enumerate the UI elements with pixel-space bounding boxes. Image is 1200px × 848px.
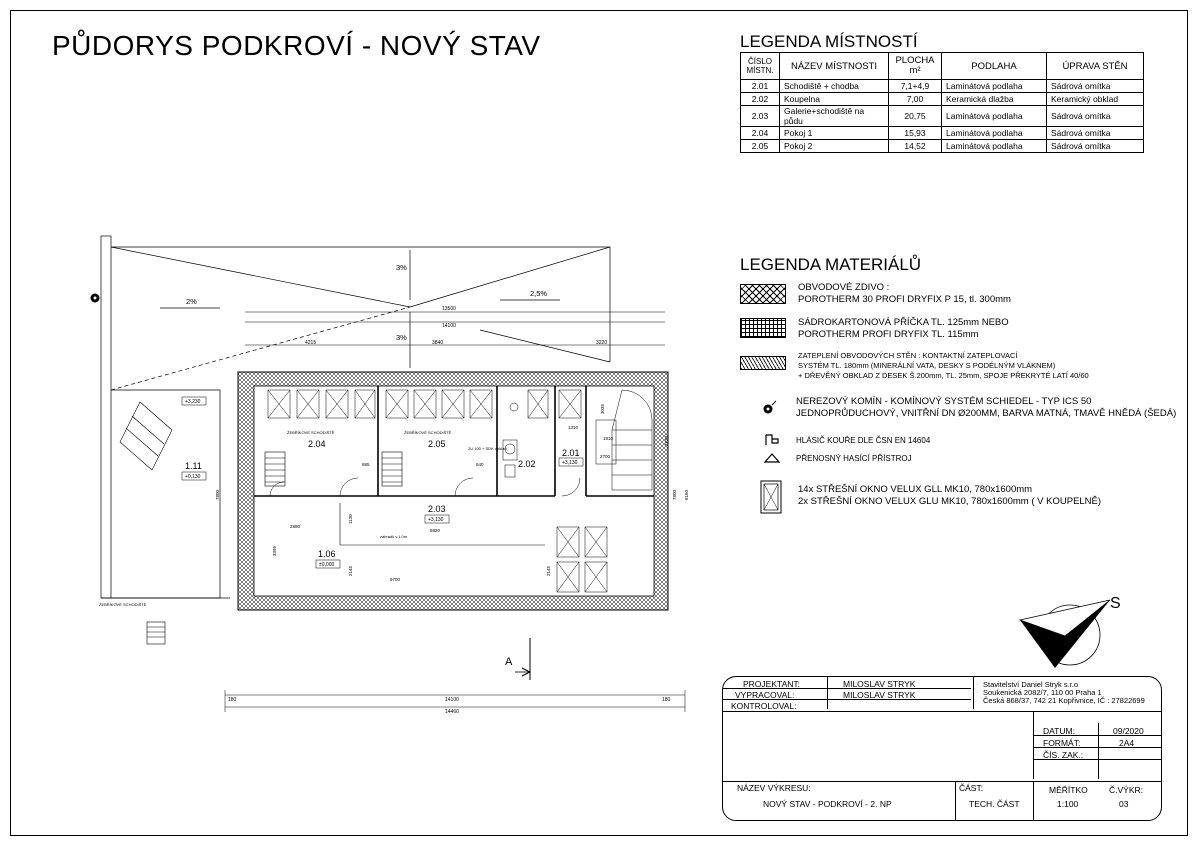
rooms-legend-heading: LEGENDA MÍSTNOSTÍ [740,32,918,51]
cell: 2.03 [741,106,780,127]
compass-label: S [1110,595,1121,612]
roof-window-icon [760,480,782,514]
cell: 2.02 [741,93,780,106]
dim-label: 7800 [672,489,677,500]
dim-label: 885 [362,462,370,467]
cell: Laminátová podlaha [942,80,1047,93]
dim-label: 2880 [290,524,301,529]
chimney-icon [91,294,100,303]
meritko-label: MĚŘÍTKO [1049,785,1088,795]
cell: Koupelna [780,93,889,106]
dim-label: 3395 [272,545,277,556]
smoke-detector-icon [764,433,780,447]
legend-text: POROTHERM 30 PROFI DRYFIX P 15, tl. 300mm [798,294,1011,305]
vypracoval-label: VYPRACOVAL: [735,690,795,700]
slope-label: 3% [396,263,407,272]
materials-legend-heading: LEGENDA MATERIÁLŮ [740,255,922,274]
dim-label: 2145 [348,565,353,576]
cell: Laminátová podlaha [942,127,1047,140]
level-value: +3,230 [185,399,201,405]
rooms-legend-table [740,52,1144,153]
projektant-label: PROJEKTANT: [743,679,800,689]
format-label: FORMÁT: [1043,738,1081,748]
legend-text: 14x STŘEŠNÍ OKNO VELUX GLL MK10, 780x1600mm [798,484,1033,495]
title-block [722,676,1162,821]
dim-label: 8160 [684,489,689,500]
legend-item-partition [798,317,1009,341]
table-row [741,106,1144,127]
dim-label: 180 [662,697,671,703]
col-header: PLOCHA m² [889,53,942,80]
section-label: A [505,656,513,668]
dim-label: 2730 [664,435,669,446]
room-number: 1.11 [185,461,202,471]
dim-label: 1910 [603,436,614,441]
dim-label: 2145 [546,565,551,576]
ladder-label: ŽEBŘÍKOVÉ SCHODIŠTĚ [99,602,147,607]
cell: Pokoj 2 [780,140,889,153]
wall-note: 2U 100 + SDK obklad [468,446,507,451]
nazev-value: NOVÝ STAV - PODKROVÍ - 2. NP [763,799,892,809]
table-row [741,80,1144,93]
cell: Sádrová omítka [1047,80,1144,93]
company-line: Soukenická 2082/7, 110 00 Praha 1 [983,688,1102,697]
kontroloval-label: KONTROLOVAL: [731,701,797,711]
cast-label: ČÁST: [959,783,984,793]
railing-label: zábradlí v.1,0m [380,534,408,539]
insulation-icon [740,356,786,370]
dim-label: 4215 [305,340,317,346]
legend-item-chimney [796,396,1176,420]
vypracoval-value: MILOSLAV STRYK [843,690,916,700]
partition-grid-icon [740,318,786,338]
dim-label: 14460 [445,709,459,715]
meritko-value: 1:100 [1057,799,1079,809]
slope-label: 3% [396,333,407,342]
slope-labels [186,263,547,342]
cell: Sádrová omítka [1047,106,1144,127]
cell: 2.05 [741,140,780,153]
dim-label: 1310 [568,425,579,430]
table-row [741,127,1144,140]
company-info [983,681,1145,705]
cell: Sádrová omítka [1047,127,1144,140]
fire-extinguisher-icon [764,452,780,464]
compass [1015,590,1145,680]
slope-arrows [160,250,560,368]
legend-item-insulation [798,351,1089,381]
company-line: Stavitelství Daniel Stryk s.r.o [983,680,1079,689]
legend-text: SÁDROKARTONOVÁ PŘÍČKA TL. 125mm NEBO [798,317,1009,328]
cell: 15,93 [889,127,942,140]
legend-text: + DŘEVĚNÝ OBKLAD Z DESEK Š.200mm, TL. 25mm, SPOJE PŘEKRYTÉ LATÍ 40/60 [798,371,1089,380]
drawing-title: PŮDORYS PODKROVÍ - NOVÝ STAV [52,30,541,61]
cell: 14,52 [889,140,942,153]
cell: 2.01 [741,80,780,93]
slope-label: 2,5% [530,289,548,298]
rooms-legend-header-row [741,53,1144,80]
table-row [741,140,1144,153]
cvykr-value: 03 [1119,799,1129,809]
col-header: ÚPRAVA STĚN [1047,53,1144,80]
dim-label: 14100 [445,697,459,703]
projektant-value: MILOSLAV STRYK [843,679,916,689]
room-number: 2.01 [562,448,580,458]
slope-label: 2% [186,297,197,306]
dim-label: 2700 [600,454,611,459]
dim-label: 7800 [215,489,220,500]
masonry-hatch-icon [740,284,786,304]
level-value: ±0,000 [319,562,335,568]
room-note: ŽEBŘÍKOVÉ SCHODIŠTĚ [404,430,452,435]
level-value: +0,130 [185,474,201,480]
company-line: Česká 868/37, 742 21 Kopřivnice, IČ : 27822699 [983,696,1145,705]
legend-text: NEREZOVÝ KOMÍN - KOMÍNOVÝ SYSTÉM SCHIEDEL - TYP ICS 50 [796,396,1092,407]
room-number: 2.03 [428,504,446,514]
room-note: ŽEBŘÍKOVÉ SCHODIŠTĚ [287,430,335,435]
legend-text: JEDNOPRŮDUCHOVÝ, VNITŘNÍ DN Ø200MM, BARVA MATNÁ, TMAVĚ HNĚDÁ (ŠEDÁ) [796,408,1177,419]
dim-label: 6820 [430,528,441,533]
legend-text: POROTHERM PROFI DRYFIX TL. 115mm [798,329,979,340]
cell: 20,75 [889,106,942,127]
dim-label: 13500 [442,306,456,312]
cell: Schodiště + chodba [780,80,889,93]
datum-label: DATUM: [1043,726,1075,736]
bottom-dim-labels [228,697,671,715]
section-mark-a [505,638,530,680]
cell: Galerie+schodiště na půdu [780,106,889,127]
legend-item-masonry [798,282,1011,306]
cvykr-label: Č.VÝKR: [1109,785,1144,795]
dim-label: 180 [228,697,237,703]
room-number: 2.02 [518,459,536,469]
cell: Laminátová podlaha [942,106,1047,127]
table-row [741,93,1144,106]
interior-floor [254,386,654,596]
cell: Keramická dlažba [942,93,1047,106]
room-number: 2.04 [308,439,326,449]
dim-label: 9700 [390,577,401,582]
cell: Keramický obklad [1047,93,1144,106]
room-number: 1.06 [318,549,336,559]
dim-label: 3035 [600,403,605,414]
dim-label: 3840 [432,340,444,346]
legend-item-roof-window [798,484,1101,508]
legend-text: OBVODOVÉ ZDIVO : [798,282,890,293]
legend-text: SYSTÉM TL. 180mm (MINERÁLNÍ VATA, DESKY S PODÉLNÝM VLÁKNEM) [798,361,1056,370]
level-value: +3,130 [428,517,444,523]
cell: 7,1+4,9 [889,80,942,93]
level-value: +3,130 [562,460,578,466]
format-value: 2A4 [1119,738,1135,748]
nazev-label: NÁZEV VÝKRESU: [737,783,811,793]
dim-label: 1130 [348,514,353,524]
cell: 2.04 [741,127,780,140]
cis-zak-label: ČÍS. ZAK.: [1043,750,1084,760]
dim-label: 640 [476,462,484,467]
cell: Sádrová omítka [1047,140,1144,153]
datum-value: 09/2020 [1113,726,1144,736]
legend-item-extinguisher: PŘENOSNÝ HASÍCÍ PŘÍSTROJ [796,454,912,463]
cell: Laminátová podlaha [942,140,1047,153]
room-number: 2.05 [428,439,446,449]
legend-text: 2x STŘEŠNÍ OKNO VELUX GLU MK10, 780x1600mm ( V KOUPELNĚ) [798,496,1102,507]
chimney-icon [760,398,780,418]
cast-value: TECH. ČÁST [969,799,1020,809]
cell: Pokoj 1 [780,127,889,140]
legend-text: ZATEPLENÍ OBVODOVÝCH STĚN : KONTAKTNÍ ZATEPLOVACÍ [798,351,1018,360]
legend-item-smoke-detector: HLÁSIČ KOUŘE DLE ČSN EN 14604 [796,436,931,445]
col-header: NÁZEV MÍSTNOSTI [780,53,889,80]
dim-label: 3220 [596,340,608,346]
terrace-stair [120,402,172,470]
col-header: PODLAHA [942,53,1047,80]
col-header: ČÍSLO MÍSTN. [741,53,780,80]
dim-label: 14100 [442,323,456,329]
cell: 7,00 [889,93,942,106]
